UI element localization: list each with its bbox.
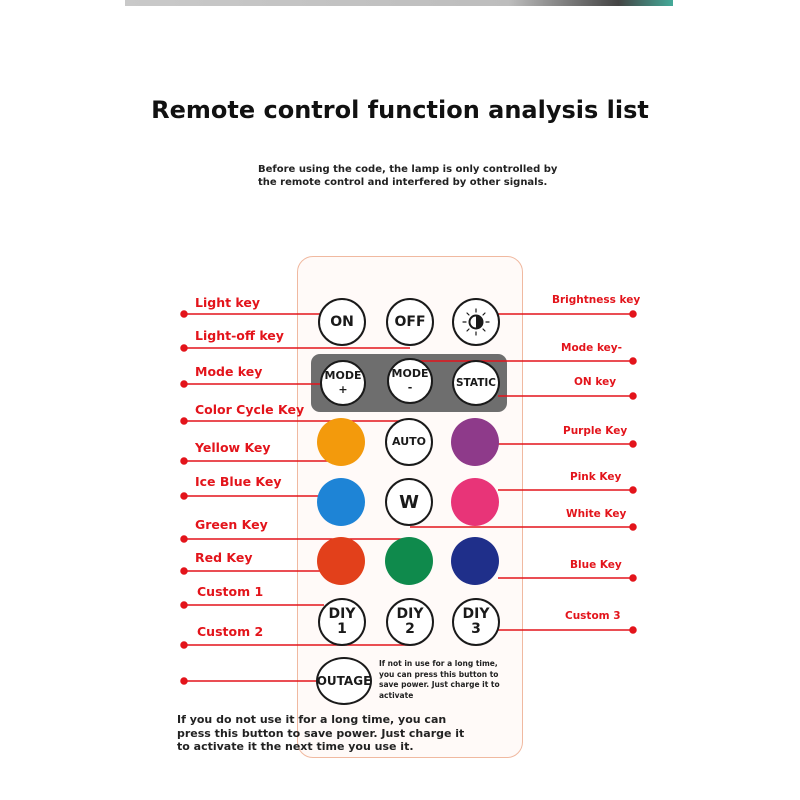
w-label: W <box>399 491 419 513</box>
label-mode-key: Mode key <box>195 364 263 379</box>
outage-label: OUTAGE <box>316 673 372 688</box>
on-button-label: ON <box>330 313 354 330</box>
label-blue-key: Blue Key <box>570 559 622 571</box>
label-custom-1: Custom 1 <box>197 584 264 599</box>
mode-minus-label: MODE - <box>391 367 429 394</box>
label-custom-2: Custom 2 <box>197 624 264 639</box>
label-pink-key: Pink Key <box>570 471 622 483</box>
static-label: STATIC <box>456 376 496 389</box>
pink-button[interactable] <box>451 478 499 526</box>
mode-plus-label: MODE + <box>324 369 362 396</box>
ice-blue-button[interactable] <box>317 478 365 526</box>
label-light-off-key: Light-off key <box>195 328 284 343</box>
yellow-button[interactable] <box>317 418 365 466</box>
brightness-icon <box>461 307 491 337</box>
off-button[interactable] <box>386 298 434 346</box>
label-purple-key: Purple Key <box>563 425 628 437</box>
on-button[interactable] <box>318 298 366 346</box>
static-button[interactable] <box>452 360 500 406</box>
diy3-label: DIY 3 <box>462 606 490 637</box>
label-yellow-key: Yellow Key <box>195 440 271 455</box>
outage-note: If not in use for a long time, you can press this button to save power. Just charge it to activate <box>379 659 500 700</box>
blue-button[interactable] <box>451 537 499 585</box>
red-button[interactable] <box>317 537 365 585</box>
intro-text: Before using the code, the lamp is only controlled by the remote control and interfered by other signals. <box>258 164 558 188</box>
white-button[interactable] <box>385 478 433 526</box>
diy2-button[interactable] <box>386 598 434 646</box>
label-custom-3: Custom 3 <box>565 610 621 622</box>
label-mode-minus-key: Mode key- <box>561 342 622 354</box>
mode-plus-button[interactable] <box>320 360 366 406</box>
auto-button[interactable] <box>385 418 433 466</box>
diy2-label: DIY 2 <box>396 606 424 637</box>
label-brightness-key: Brightness key <box>552 294 641 306</box>
label-light-key: Light key <box>195 295 261 310</box>
diy1-label: DIY 1 <box>328 606 356 637</box>
diy3-button[interactable] <box>452 598 500 646</box>
page-title: Remote control function analysis list <box>151 96 649 124</box>
brightness-button[interactable] <box>452 298 500 346</box>
off-button-label: OFF <box>394 313 426 330</box>
auto-label: AUTO <box>392 435 426 448</box>
bottom-note: If you do not use it for a long time, you can press this button to save power. Just charge it to activate it the next time you use it. <box>177 713 465 753</box>
label-white-key: White Key <box>566 508 627 520</box>
label-color-cycle-key: Color Cycle Key <box>195 402 305 417</box>
mode-minus-button[interactable] <box>387 358 433 404</box>
purple-button[interactable] <box>451 418 499 466</box>
label-ice-blue-key: Ice Blue Key <box>195 474 282 489</box>
label-red-key: Red Key <box>195 550 253 565</box>
label-green-key: Green Key <box>195 517 268 532</box>
diy1-button[interactable] <box>318 598 366 646</box>
label-on-key: ON key <box>574 376 617 388</box>
outage-button[interactable] <box>316 657 372 705</box>
green-button[interactable] <box>385 537 433 585</box>
